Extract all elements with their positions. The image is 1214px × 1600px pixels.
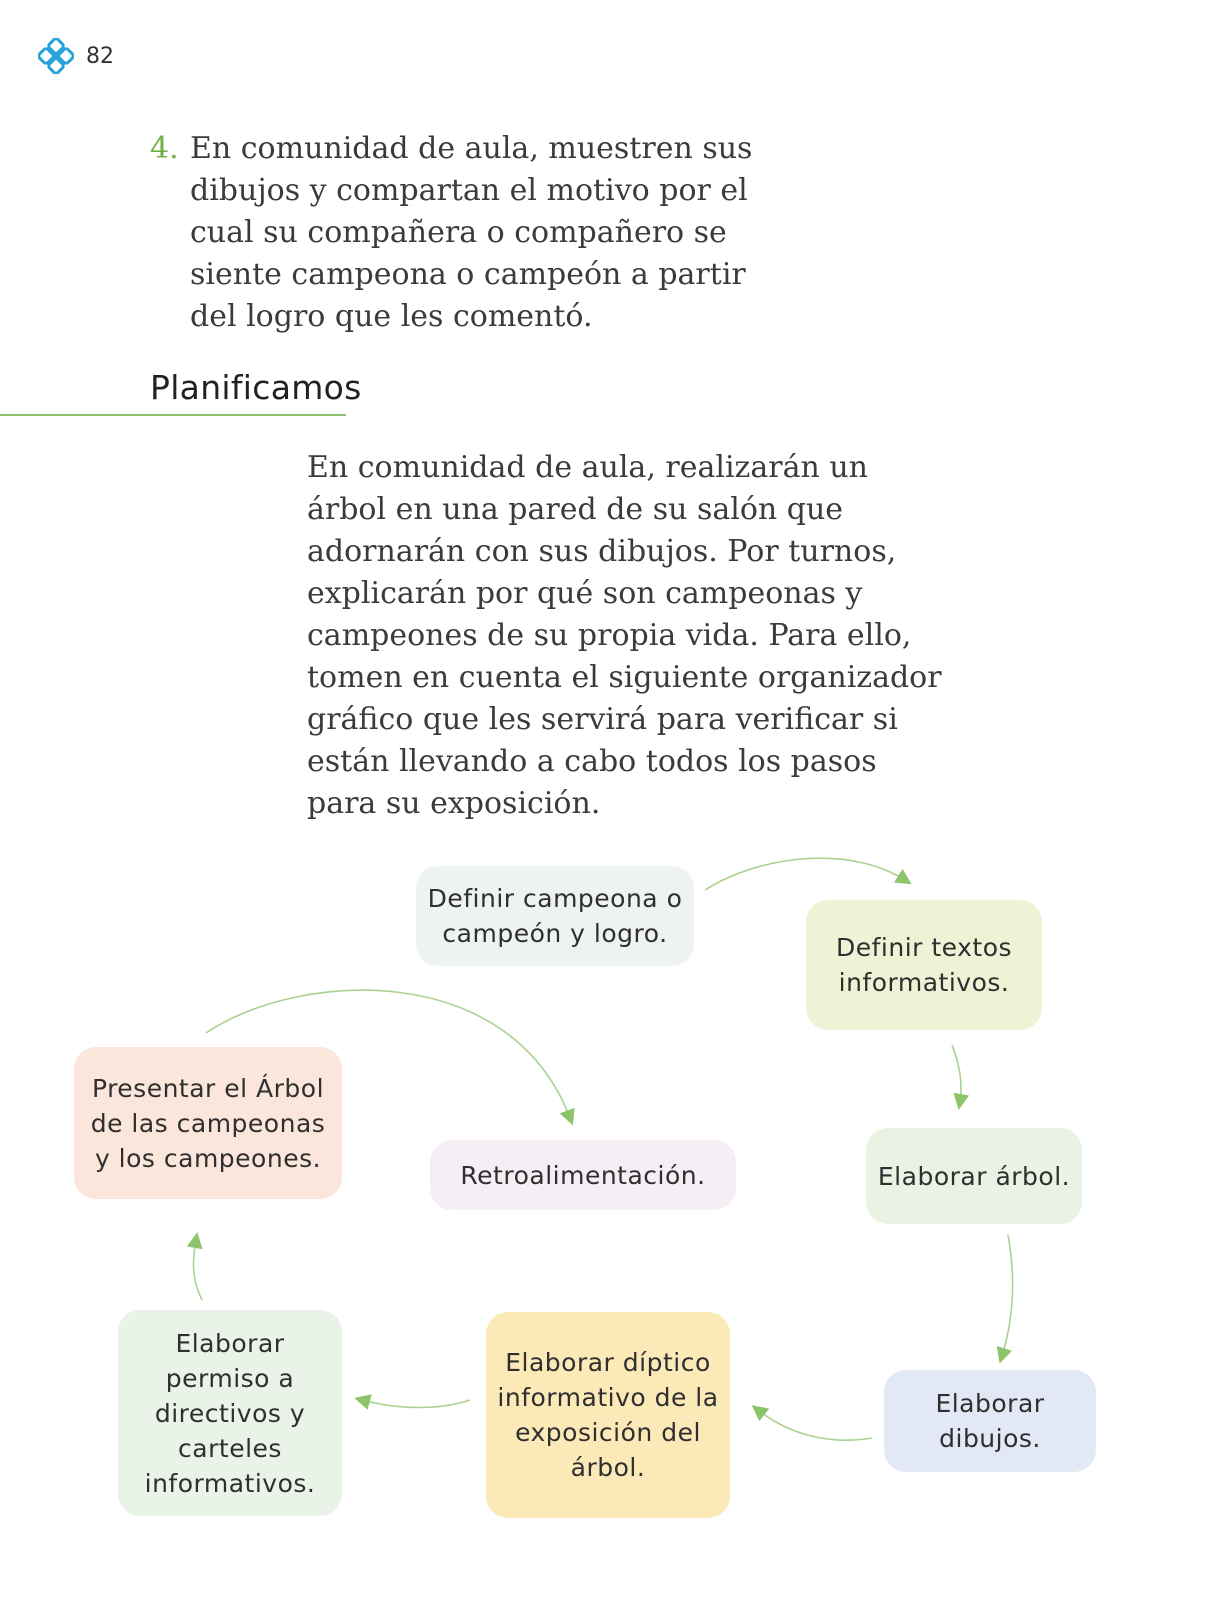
organizer-step-permissions-posters: Elaborar permiso a directivos y carteles informativos. [118,1310,342,1516]
arrow-2-3 [952,1045,961,1102]
section-rule [0,414,346,416]
step-number: 4. [150,131,179,166]
step-text: En comunidad de aula, muestren sus dibujos y compartan el motivo por el cual su compañera o compañero se siente campeona o campeón a partir del logro que les comentó. [190,131,753,334]
organizer-step-feedback: Retroalimentación. [430,1140,736,1210]
organizer-step-present-tree: Presentar el Árbol de las campeonas y los campeones. [74,1047,342,1199]
snowflake-logo-icon [38,38,74,74]
organizer-step-make-diptych: Elaborar díptico informativo de la exposición del árbol. [486,1312,730,1518]
page-number: 82 [86,43,114,69]
section-intro: En comunidad de aula, realizarán un árbol en una pared de su salón que adornarán con sus dibujos. Por turnos, explicarán por qué son campeonas y campeones de su propia vida. Para ello, tomen en cuenta el siguiente organizador gráfico que les servirá para verificar si están llevando a cabo todos los pasos para su exposición. [307,450,942,821]
organizer-step-define-champion: Definir campeona o campeón y logro. [416,866,694,966]
arrow-1-2 [705,858,905,890]
organizer-step-build-tree: Elaborar árbol. [866,1128,1082,1224]
arrow-3-4 [1002,1235,1013,1356]
arrow-4-5 [758,1410,872,1440]
organizer-step-define-texts: Definir textos informativos. [806,900,1042,1030]
step-item [150,128,770,338]
page-header [38,38,114,74]
section-title: Planificamos [150,368,362,407]
organizer-step-make-drawings: Elaborar dibujos. [884,1370,1096,1472]
arrow-6-7 [194,1240,202,1300]
arrow-5-6 [362,1400,470,1408]
